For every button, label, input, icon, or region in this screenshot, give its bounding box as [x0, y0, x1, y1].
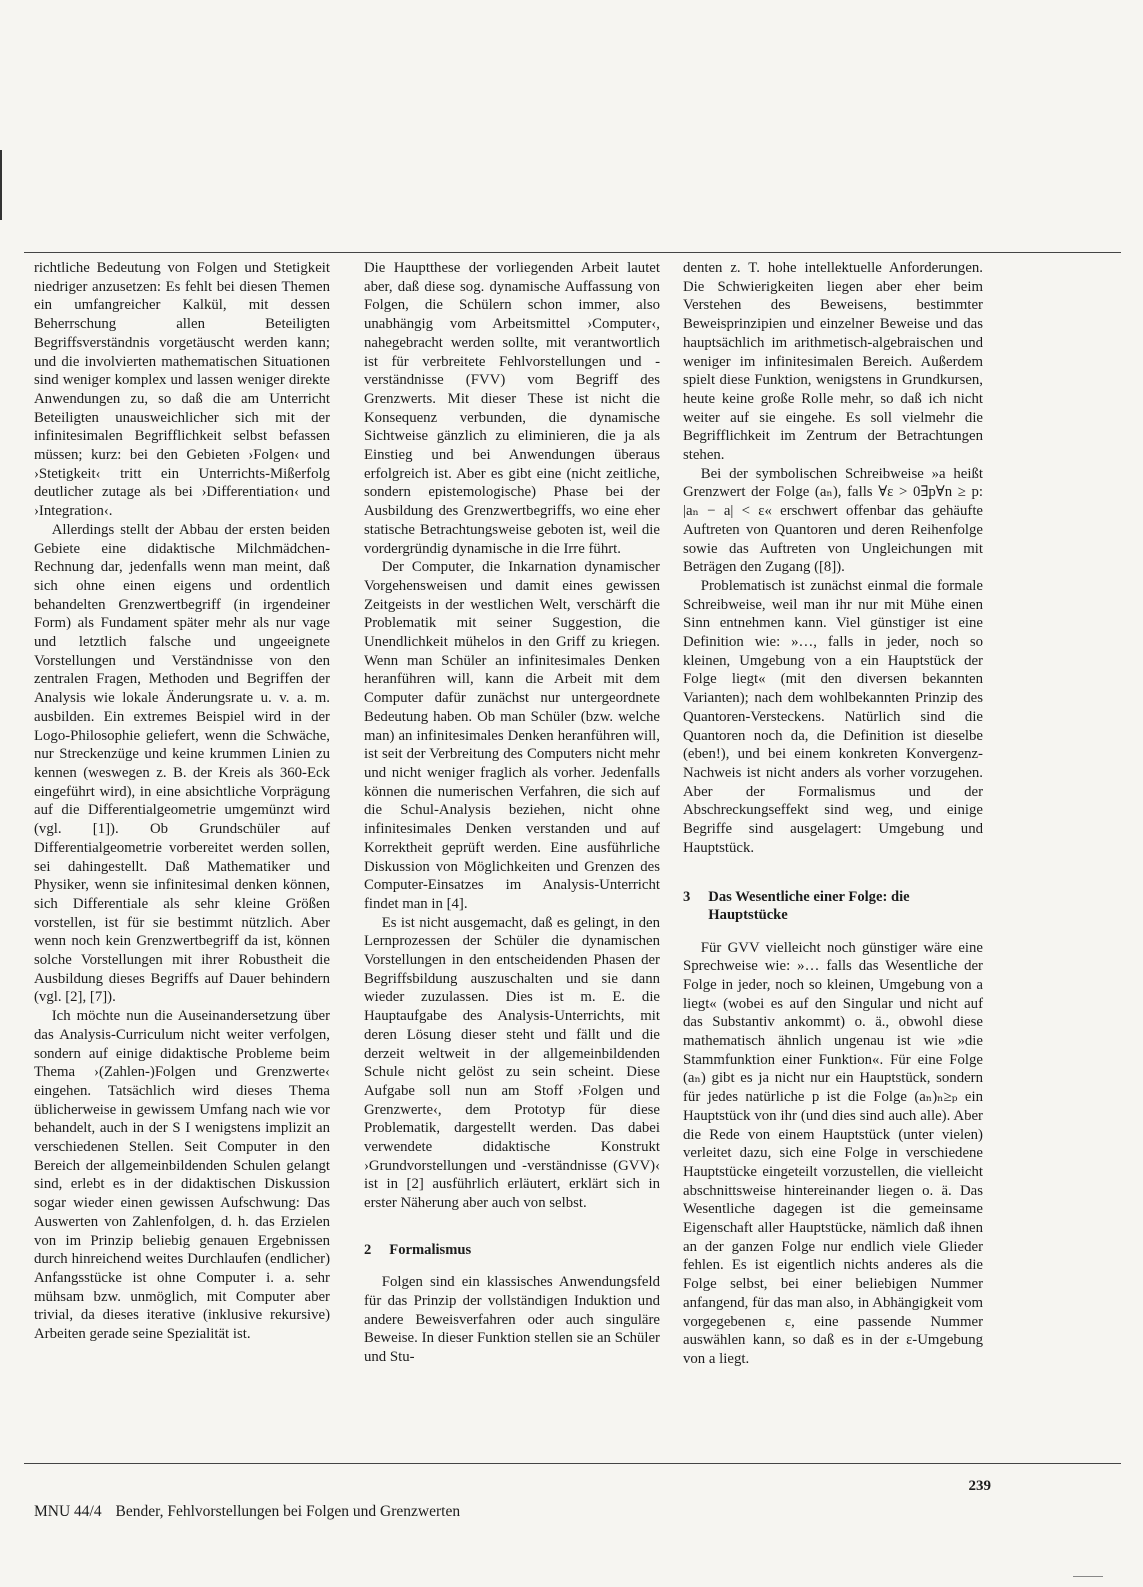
paragraph: Es ist nicht ausgemacht, daß es gelingt, in den Lernprozessen der Schüler die dynamischen Vorstellungen in den entscheidenden Phasen der Begriffsbildung auszuschalten und sie dann wieder zuzulassen. Dies ist m. E. die Hauptaufgabe des Analysis-Unterrichts, mit deren Lösung dieser steht und fällt und die derzeit weltweit in der allgemeinbildenden Schule nicht gelöst zu sein scheint. Diese Aufgabe soll nun am Stoff ›Folgen und Grenzwerte‹, dem Prototyp für diese Problematik, dargestellt werden. Das dabei verwendete didaktische Konstrukt ›Grundvorstellungen und -verständnisse (GVV)‹ ist in [2] ausführlich erläutert, erklärt sich in erster Näherung aber auch von selbst.	[364, 914, 660, 1212]
paragraph: denten z. T. hohe intellektuelle Anforderungen. Die Schwierigkeiten liegen aber eher beim Verstehen des Beweisens, bestimmter Beweisprinzipien und einzelner Beweise und das hauptsächlich im arithmetisch-algebraischen und weniger im infinitesimalen Bereich. Außerdem spielt diese Funktion, wenigstens in Grundkursen, heute keine große Rolle mehr, so daß ich nicht weiter auf sie eingehe. Es soll vielmehr die Begrifflichkeit im Zentrum der Betrachtungen stehen.	[683, 260, 983, 464]
bottom-rule	[24, 1463, 1121, 1464]
article-reference: Bender, Fehlvorstellungen bei Folgen und Grenzwerten	[115, 1503, 461, 1520]
paragraph: Der Computer, die Inkarnation dynamischer Vorgehensweisen und damit eines gewissen Zeitgeists in der westlichen Welt, verschärft die Problematik mit seiner Suggestion, die Unendlichkeit mühelos in den Griff zu kriegen. Wenn man Schüler an infinitesimales Denken heranführen will, kann die Arbeit mit dem Computer dafür zunächst nur untergeordnete Bedeutung haben. Ob man Schüler (bzw. welche man) an infinitesimales Denken heranführen will, ist seit der Verbreitung des Computers nicht mehr und nicht weniger fraglich als vorher. Jedenfalls können die numerischen Verfahren, die sich auf die Schul-Analysis beziehen, nicht ohne infinitesimales Denken verstanden und auf Korrektheit geprüft werden. Eine ausführliche Diskussion von Möglichkeiten und Grenzen des Computer-Einsatzes im Analysis-Unterricht findet man in [4].	[364, 559, 660, 912]
page-number: 239	[968, 1478, 991, 1494]
section-title: Das Wesentliche einer Folge: die Hauptstücke	[708, 888, 910, 923]
section-heading-formalismus	[364, 1241, 660, 1260]
paragraph: Problematisch ist zunächst einmal die formale Schreibweise, weil man ihr nur mit Mühe einen Sinn entnehmen kann. Viel günstiger ist eine Definition wie: »…, falls in jeder, noch so kleinen, Umgebung von a ein Hauptstück der Folge liegt« (mit den diversen bekannten Varianten); nach dem wohlbekannten Prinzip des Quantoren-Versteckens. Natürlich sind die Quantoren noch da, die Definition ist dieselbe (eben!), und bei einem konkreten Konvergenz-Nachweis ist nicht anders als vorher vorzugehen. Aber der Formalismus und der Abschreckungseffekt sind weg, und einige Begriffe sind ausgelagert: Umgebung und Hauptstück.	[683, 577, 983, 856]
paragraph: Allerdings stellt der Abbau der ersten beiden Gebiete eine didaktische Milchmädchen-Rechnung dar, jedenfalls wenn man meint, daß sich ohne einen eigens und ordentlich behandelten Grenzwertbegriff (in irgendeiner Form) als Fundament später mehr als nur vage und letztlich falsche und ungeeignete Vorstellungen und Verständnisse von den zentralen Fragen, Methoden und Begriffen der Analysis wie lokale Änderungsrate u. v. a. m. ausbilden. Ein extremes Beispiel wird in der Logo-Philosophie geliefert, wenn die Schwäche, nur Streckenzüge und keine krummen Linien zu kennen (weswegen z. B. der Kreis als 360-Eck eingeführt wird), in eine absichtliche Vorprägung auf die Differentialgeometrie umgemünzt wird (vgl. [1]). Ob Grundschüler auf Differentialgeometrie vorbereitet werden sollen, sei dahingestellt. Daß Mathematiker und Physiker, wenn sie infinitesimal denken können, sich Differentiale als sehr kleine Größen vorstellen, ist für sie bestimmt nützlich. Aber wenn noch kein Grenzwertbegriff da ist, können solche Vorstellungen mit ihrer Robustheit die Ausbildung dieses Begriffs auf Dauer behindern (vgl. [2], [7]).	[34, 521, 330, 1006]
paragraph: richtliche Bedeutung von Folgen und Stetigkeit niedriger anzusetzen: Es fehlt bei diesen Themen ein umfangreicher Kalkül, mit dessen Beherrschung allen Beteiligten Begriffsverständnis vorgetäuscht werden kann; und die involvierten mathematischen Situationen sind weniger komplex und lassen weniger direkte Anwendungen zu, so daß die am Unterricht Beteiligten unausweichlicher sich mit der infinitesimalen Begrifflichkeit selbst befassen müssen; kurz: bei den Gebieten ›Folgen‹ und ›Stetigkeit‹ tritt ein Unterrichts-Mißerfolg deutlicher zutage als bei ›Differentiation‹ und ›Integration‹.	[34, 260, 330, 520]
top-rule	[24, 252, 1121, 253]
paragraph: Folgen sind ein klassisches Anwendungsfeld für das Prinzip der vollständigen Induktion und andere Beweisverfahren oder auch singuläre Beweise. In dieser Funktion stellen sie an Schüler und Stu-	[364, 1274, 660, 1366]
running-footer	[34, 1503, 460, 1521]
scan-edge-mark	[0, 150, 2, 220]
journal-reference: MNU 44/4	[34, 1503, 102, 1520]
section-number: 3	[683, 888, 691, 905]
paragraph: Für GVV vielleicht noch günstiger wäre eine Sprechweise wie: »… falls das Wesentliche der Folge in jeder, noch so kleinen, Umgebung von a liegt« (wobei es auf den Singular und nicht auf das Substantiv ankommt) o. ä., obwohl diese mathematisch ähnlich ungenau ist wie »die Stammfunktion einer Funktion«. Für eine Folge (aₙ) gibt es ja nicht nur ein Hauptstück, sondern für jedes natürliche p ist die Folge (aₙ)ₙ≥ₚ ein Hauptstück von ihr (und dies sind auch alle). Aber die Rede von einem Hauptstück (unter vielen) verleitet dazu, sich eine Folge in verschiedene Hauptstücke eingeteilt vorzustellen, die vielleicht abschnittsweise hintereinander liegen o. ä. Das Wesentliche dagegen ist die gemeinsame Eigenschaft aller Hauptstücke, nämlich daß ihnen an der ganzen Folge nur endlich viele Glieder fehlen. Es ist eigentlich nichts anderes als die Folge selbst, bei einer beliebigen Nummer anfangend, für das man also, in Abhängigkeit vom vorgegebenen ε, eine passende Nummer auswählen kann, so daß es in der ε-Umgebung von a liegt.	[683, 939, 983, 1367]
text-column-1	[34, 259, 330, 1344]
text-column-3	[683, 259, 983, 1369]
paragraph: Die Hauptthese der vorliegenden Arbeit lautet aber, daß diese sog. dynamische Auffassung von Folgen, die Schülern schon immer, also unabhängig vom Arbeitsmittel ›Computer‹, nahegebracht werden sollte, mit verantwortlich ist für verbreitete Fehlvorstellungen und -verständnisse (FVV) vom Begriff des Grenzwerts. Mit dieser These ist nicht die Konsequenz verbunden, die dynamische Sichtweise gänzlich zu eliminieren, die ja als Einstieg und bei Anwendungen überaus erfolgreich ist. Aber es gibt eine (nicht zeitliche, sondern epistemologische) Phase bei der Ausbildung des Grenzwertbegriffs, wo eine eher statische Betrachtungsweise geboten ist, weil die vordergründig dynamische in die Irre führt.	[364, 260, 660, 557]
section-heading-hauptstuecke	[683, 888, 983, 925]
section-number: 2	[364, 1241, 372, 1258]
paragraph: Bei der symbolischen Schreibweise »a heißt Grenzwert der Folge (aₙ), falls ∀ε > 0∃p∀n ≥ p: |aₙ − a| < ε« erschwert offenbar das gehäufte Auftreten von Quantoren und deren Reihenfolge sowie das Auftreten von Ungleichungen mit Beträgen den Zugang ([8]).	[683, 465, 983, 576]
section-title: Formalismus	[389, 1241, 472, 1258]
scan-corner-mark	[1073, 1576, 1103, 1577]
text-column-2	[364, 259, 660, 1367]
paragraph: Ich möchte nun die Auseinandersetzung über das Analysis-Curriculum nicht weiter verfolgen, sondern auf einige didaktische Probleme beim Thema ›(Zahlen-)Folgen und Grenzwerte‹ eingehen. Tatsächlich wird dieses Thema üblicherweise in gewissem Umfang nach wie vor behandelt, auch in der S I wenigstens implizit an verschiedenen Stellen. Seit Computer in den Bereich der allgemeinbildenden Schulen gelangt sind, erlebt es in der didaktischen Diskussion sogar wieder einen gewissen Aufschwung: Das Auswerten von Zahlenfolgen, d. h. das Erzielen von im Prinzip beliebig genauen Ergebnissen durch hinreichend weites Durchlaufen (endlicher) Anfangsstücke ist ohne Computer i. a. sehr mühsam bzw. unmöglich, mit Computer aber trivial, da dieses iterative (inklusive rekursive) Arbeiten gerade seine Spezialität ist.	[34, 1008, 330, 1343]
